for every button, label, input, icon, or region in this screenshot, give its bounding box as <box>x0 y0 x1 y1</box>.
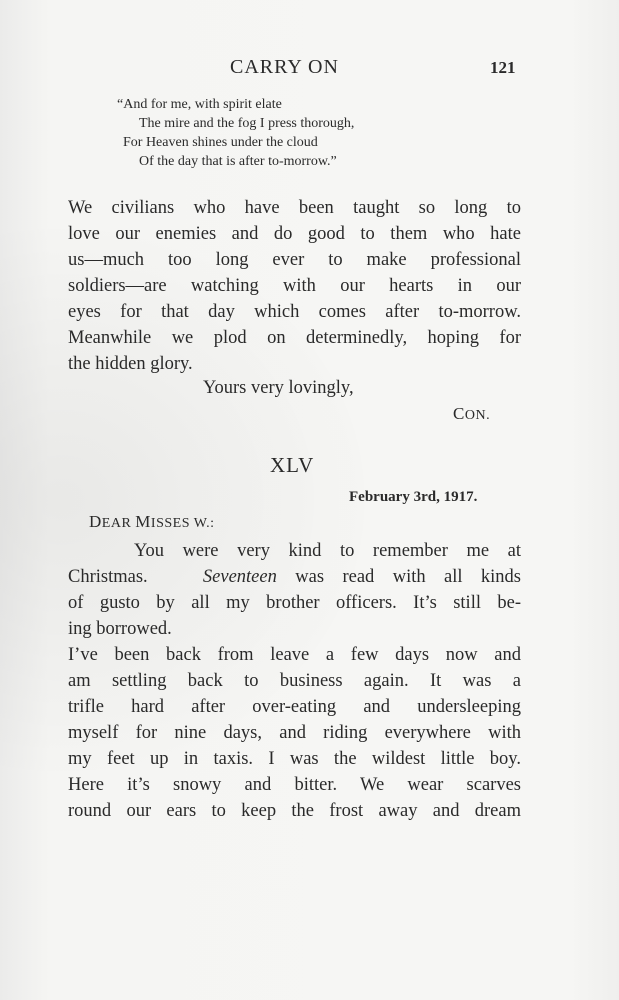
text-line: eyes for that day which comes after to-morrow. <box>68 302 521 322</box>
paragraph <box>68 195 521 377</box>
text-line: soldiers—are watching with our hearts in our <box>68 276 521 296</box>
salutation-part: ISSES W.: <box>150 516 215 531</box>
salutation-initial: D <box>89 512 102 531</box>
poem-line: For Heaven shines under the cloud <box>123 135 318 150</box>
running-head: CARRY ON <box>230 56 339 78</box>
book-title: Seventeen <box>202 567 277 587</box>
text-line: myself for nine days, and riding everywhere with <box>68 723 521 743</box>
text-line: ing borrowed. <box>68 619 172 639</box>
text-line: the hidden glory. <box>68 354 193 374</box>
letter-salutation <box>89 512 215 532</box>
letter-date: February 3rd, 1917. <box>349 489 478 505</box>
text-line: You were very kind to remember me at <box>134 541 521 561</box>
chapter-heading: XLV <box>270 453 315 477</box>
letter-closing: Yours very lovingly, <box>203 378 354 398</box>
text-fragment: Christmas. <box>68 567 148 587</box>
paragraph <box>68 538 521 642</box>
text-line: Meanwhile we plod on determinedly, hoping for <box>68 328 521 348</box>
text-line: am settling back to business again. It was a <box>68 671 521 691</box>
salutation-part: EAR <box>101 516 136 531</box>
letter-signature <box>453 404 490 424</box>
salutation-initial: M <box>135 512 151 531</box>
text-line: us—much too long ever to make professional <box>68 250 521 270</box>
text-line: love our enemies and do good to them who hate <box>68 224 521 244</box>
text-line: round our ears to keep the frost away and dream <box>68 801 521 821</box>
text-line: We civilians who have been taught so long to <box>68 198 521 218</box>
text-line: I’ve been back from leave a few days now and <box>68 645 521 665</box>
poem-line: The mire and the fog I press thorough, <box>139 116 355 131</box>
signature-rest: ON. <box>464 408 491 423</box>
text-line: Here it’s snowy and bitter. We wear scarves <box>68 775 521 795</box>
text-line: trifle hard after over-eating and undersleeping <box>68 697 521 717</box>
text-fragment: was read with all kinds <box>295 567 522 587</box>
paragraph <box>68 642 521 824</box>
poem-quote <box>117 95 354 171</box>
text-line: my feet up in taxis. I was the wildest little boy. <box>68 749 521 769</box>
text-line <box>68 564 521 590</box>
signature-initial: C <box>453 404 465 423</box>
page-number: 121 <box>490 58 516 77</box>
poem-line: “And for me, with spirit elate <box>117 97 282 112</box>
text-line: of gusto by all my brother officers. It’s still be- <box>68 593 521 613</box>
poem-line: Of the day that is after to-morrow.” <box>139 154 337 169</box>
